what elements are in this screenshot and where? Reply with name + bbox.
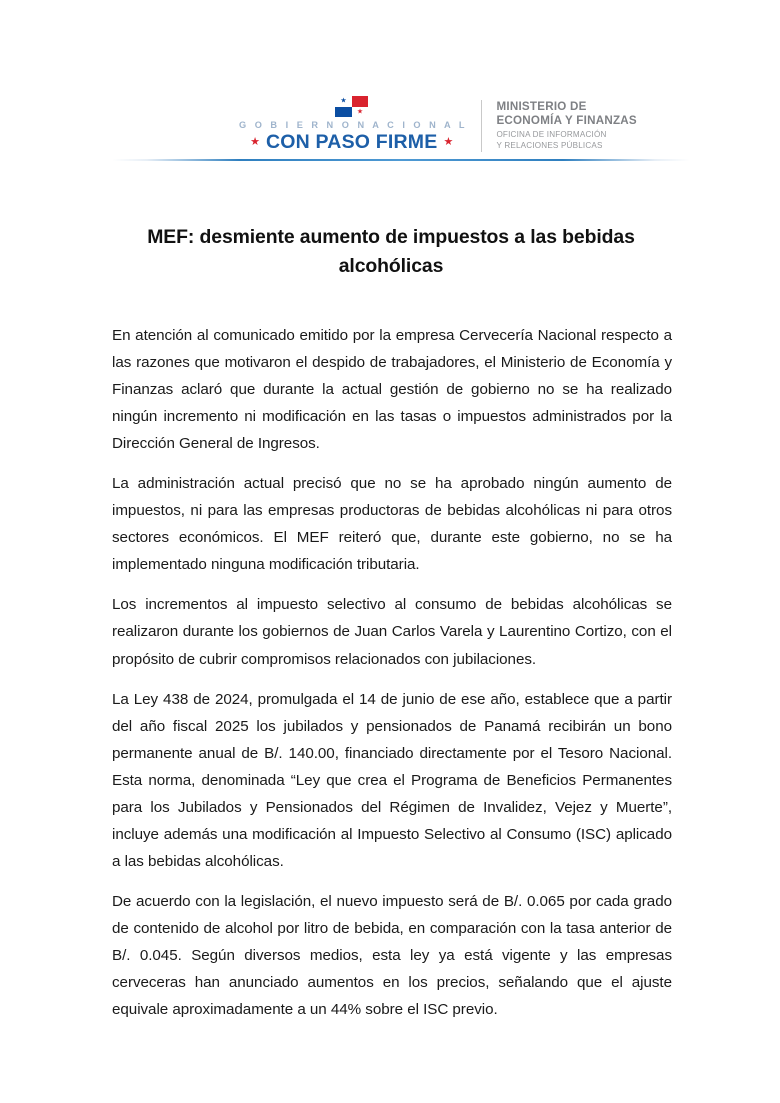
slogan-star-left-icon: ★ <box>250 136 260 148</box>
gobierno-nacional-text: G O B I E R N O N A C I O N A L <box>239 120 468 130</box>
con-paso-firme-text: CON PASO FIRME <box>265 131 438 153</box>
ministry-office-line-1: OFICINA DE INFORMACIÓN <box>496 130 607 140</box>
flag-quadrant-top-left <box>335 96 352 107</box>
flag-star-red-icon: ★ <box>356 108 364 116</box>
document-body <box>112 322 672 1023</box>
flag-quadrant-bottom-left <box>335 107 352 118</box>
ministry-brand-block <box>482 96 636 151</box>
body-paragraph: En atención al comunicado emitido por la empresa Cervecería Nacional respecto a las razones que motivaron el despido de trabajadores, el Ministerio de Economía y Finanzas aclaró que durante la actual gestión de gobierno no se ha realizado ningún incremento ni modificación en las tasas o impuestos administrados por la Dirección General de Ingresos. <box>112 327 672 453</box>
ministry-office-line-2: Y RELACIONES PÚBLICAS <box>496 140 603 150</box>
slogan-star-right-icon: ★ <box>443 136 454 148</box>
flag-quadrant-top-right <box>352 96 369 107</box>
page-title: MEF: desmiente aumento de impuestos a las bebidas alcohólicas <box>147 225 635 277</box>
flag-star-blue-icon: ★ <box>340 97 347 105</box>
institutional-logo-lockup <box>236 96 637 154</box>
body-paragraph: La Ley 438 de 2024, promulgada el 14 de junio de ese año, establece que a partir del año fiscal 2025 los jubilados y pensionados de Panamá recibirán un bono permanente anual de B/. 140.00, financiado directamente por el Tesoro Nacional. Esta norma, denominada “Ley que crea el Programa de Beneficios Permanentes para los Jubilados y Pensionados del Régimen de Invalidez, Vejez y Muerte”, incluye además una modificación al Impuesto Selectivo al Consumo (ISC) aplicado a las bebidas alcohólicas. <box>112 690 672 870</box>
header-gradient-divider <box>112 159 690 161</box>
body-paragraph: Los incrementos al impuesto selectivo al consumo de bebidas alcohólicas se realizaron durante los gobiernos de Juan Carlos Varela y Laurentino Cortizo, con el propósito de cubrir compromisos relacionados con jubilaciones. <box>112 596 672 668</box>
flag-quadrant-bottom-right <box>352 107 369 118</box>
ministry-line-2: ECONOMÍA Y FINANZAS <box>496 114 637 128</box>
ministry-line-1: MINISTERIO DE <box>496 100 587 113</box>
body-paragraph: De acuerdo con la legislación, el nuevo impuesto será de B/. 0.065 por cada grado de contenido de alcohol por litro de bebida, en comparación con la tasa anterior de B/. 0.045. Según diversos medios, esta ley ya está vigente y las empresas cerveceras han anunciado aumentos en los precios, señalando que el ajuste equivale aproximadamente a un 44% sobre el ISC previo. <box>112 892 672 1019</box>
con-paso-firme-line <box>250 131 453 154</box>
panama-flag-icon <box>335 96 368 117</box>
government-brand-block <box>236 96 481 154</box>
document-header <box>0 0 780 175</box>
body-paragraph: La administración actual precisó que no se ha aprobado ningún aumento de impuestos, ni para las empresas productoras de bebidas alcohólicas ni para otros sectores económicos. El MEF reiteró que, durante este gobierno, no se ha implementado ninguna modificación tributaria. <box>112 475 672 574</box>
